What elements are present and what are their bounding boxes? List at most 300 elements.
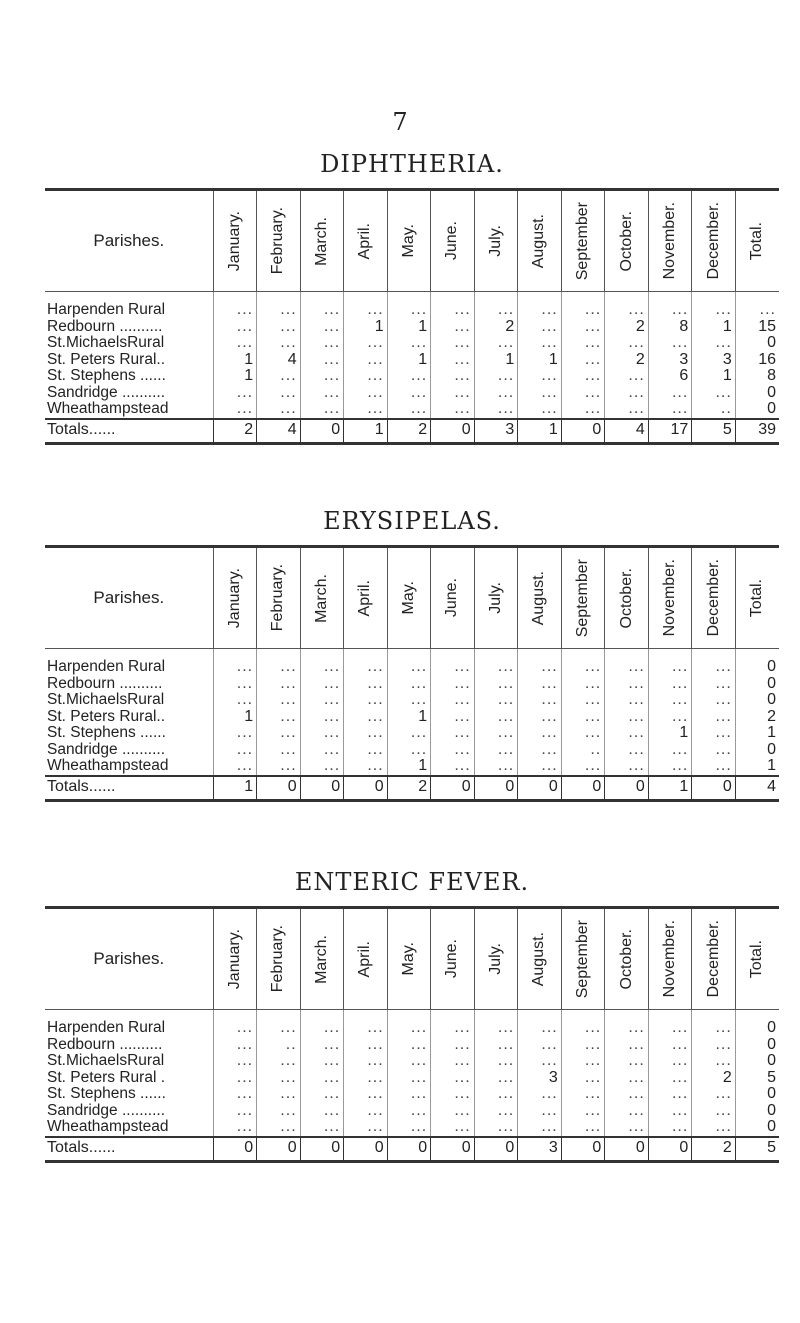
count-cell: ... — [213, 1037, 257, 1054]
count-cell: ... — [474, 725, 518, 742]
enteric-fever-section — [45, 868, 779, 1163]
count-cell: ... — [648, 401, 692, 419]
count-cell: ... — [344, 401, 388, 419]
count-cell: ... — [648, 292, 692, 319]
count-cell: ... — [474, 385, 518, 402]
month-total-cell: 1 — [344, 419, 388, 444]
count-cell: ... — [300, 1053, 344, 1070]
month-header — [474, 908, 518, 1010]
count-cell: 1 — [692, 368, 736, 385]
count-cell: ... — [474, 1037, 518, 1054]
count-cell: ... — [474, 742, 518, 759]
month-total-cell: 0 — [300, 1137, 344, 1162]
count-cell: ... — [213, 758, 257, 776]
month-label: May. — [399, 942, 417, 976]
month-header — [648, 547, 692, 649]
count-cell: ... — [300, 385, 344, 402]
count-cell: ... — [692, 742, 736, 759]
month-total-cell: 0 — [605, 1137, 649, 1162]
count-cell: ... — [431, 401, 475, 419]
count-cell: ... — [431, 1103, 475, 1120]
count-cell: ... — [605, 292, 649, 319]
count-cell: ... — [344, 725, 388, 742]
count-cell: ... — [561, 1037, 605, 1054]
count-cell: ... — [300, 1010, 344, 1037]
count-cell: ... — [648, 1086, 692, 1103]
count-cell: 1 — [518, 352, 562, 369]
count-cell: ... — [257, 676, 301, 693]
count-cell: ... — [518, 1086, 562, 1103]
header-row — [45, 547, 779, 649]
month-label: February. — [269, 564, 287, 632]
count-cell: ... — [561, 725, 605, 742]
parishes-header: Parishes. — [45, 190, 213, 292]
parish-name: St. Peters Rural.. — [47, 708, 166, 725]
parish-name: Redbourn .......... — [47, 318, 163, 335]
count-cell: ... — [300, 709, 344, 726]
count-cell: ... — [300, 292, 344, 319]
count-cell: ... — [300, 1103, 344, 1120]
month-total-cell: 0 — [257, 1137, 301, 1162]
row-total-cell: 0 — [735, 385, 779, 402]
count-cell: ... — [213, 1086, 257, 1103]
erysipelas-table — [45, 545, 779, 802]
count-cell: ... — [431, 368, 475, 385]
parish-name: St.MichaelsRural — [47, 335, 165, 351]
month-total-cell: 1 — [648, 776, 692, 801]
count-cell: ... — [561, 692, 605, 709]
count-cell: ... — [213, 1119, 257, 1137]
count-cell: ... — [387, 292, 431, 319]
count-cell: ... — [561, 352, 605, 369]
count-cell: ... — [561, 1103, 605, 1120]
count-cell: ... — [300, 1086, 344, 1103]
table-row — [45, 1070, 779, 1087]
month-header — [257, 547, 301, 649]
count-cell: ... — [431, 649, 475, 676]
month-total-cell: 0 — [692, 776, 736, 801]
count-cell: ... — [605, 758, 649, 776]
month-total-cell: 0 — [561, 419, 605, 444]
count-cell: ... — [474, 1119, 518, 1137]
count-cell: ... — [213, 725, 257, 742]
count-cell: ... — [387, 1086, 431, 1103]
count-cell: ... — [561, 385, 605, 402]
count-cell: ... — [344, 368, 388, 385]
count-cell: ... — [561, 1119, 605, 1137]
count-cell: ... — [300, 758, 344, 776]
count-cell: ... — [300, 1070, 344, 1087]
count-cell: ... — [431, 1070, 475, 1087]
table-row — [45, 1119, 779, 1137]
count-cell: ... — [387, 1053, 431, 1070]
count-cell: ... — [257, 319, 301, 336]
parish-name: Harpenden Rural — [47, 301, 166, 318]
row-total-cell: 15 — [735, 319, 779, 336]
row-total-cell: 2 — [735, 709, 779, 726]
table-row — [45, 335, 779, 352]
count-cell: ... — [344, 1010, 388, 1037]
month-header — [213, 547, 257, 649]
table-row — [45, 742, 779, 759]
count-cell: 3 — [648, 352, 692, 369]
count-cell: ... — [344, 385, 388, 402]
month-label: March. — [312, 216, 330, 266]
erysipelas-section — [45, 507, 779, 802]
month-total-cell: 1 — [213, 776, 257, 801]
count-cell: 2 — [605, 352, 649, 369]
count-cell: ... — [257, 368, 301, 385]
count-cell: ... — [518, 401, 562, 419]
count-cell: ... — [561, 709, 605, 726]
month-header — [518, 547, 562, 649]
count-cell: ... — [387, 692, 431, 709]
count-cell: ... — [605, 676, 649, 693]
count-cell: ... — [387, 1119, 431, 1137]
header-row — [45, 908, 779, 1010]
count-cell: ... — [344, 292, 388, 319]
count-cell: ... — [692, 1119, 736, 1137]
count-cell: ... — [648, 1103, 692, 1120]
month-total-cell: 17 — [648, 419, 692, 444]
count-cell: ... — [344, 352, 388, 369]
count-cell: ... — [213, 692, 257, 709]
month-label: April. — [356, 940, 374, 978]
table-row — [45, 401, 779, 419]
count-cell: ... — [344, 676, 388, 693]
count-cell: ... — [344, 649, 388, 676]
count-cell: ... — [474, 1086, 518, 1103]
count-cell: ... — [431, 676, 475, 693]
count-cell: ... — [344, 692, 388, 709]
count-cell: ... — [387, 1010, 431, 1037]
row-total-cell: 0 — [735, 692, 779, 709]
count-cell: ... — [605, 709, 649, 726]
table-row — [45, 292, 779, 319]
count-cell: ... — [692, 1037, 736, 1054]
count-cell: ... — [692, 1103, 736, 1120]
month-label: September — [573, 919, 591, 999]
month-label: August. — [530, 931, 548, 987]
month-header — [387, 190, 431, 292]
month-total-cell: 0 — [431, 419, 475, 444]
count-cell: ... — [518, 319, 562, 336]
month-total-cell: 2 — [692, 1137, 736, 1162]
count-cell: ... — [344, 1103, 388, 1120]
month-header — [518, 190, 562, 292]
count-cell: ... — [257, 1070, 301, 1087]
month-label: February. — [269, 207, 287, 275]
month-total-cell: 0 — [300, 776, 344, 801]
section-title: ERYSIPELAS. — [323, 507, 501, 535]
count-cell: ... — [561, 1053, 605, 1070]
table-row — [45, 352, 779, 369]
count-cell: ... — [648, 676, 692, 693]
month-label: July. — [486, 225, 504, 257]
count-cell: ... — [605, 1119, 649, 1137]
totals-label: Totals...... — [45, 419, 213, 444]
count-cell: ... — [692, 1053, 736, 1070]
month-header — [692, 190, 736, 292]
count-cell: ... — [474, 1070, 518, 1087]
month-total-cell: 3 — [474, 419, 518, 444]
month-header — [561, 908, 605, 1010]
month-label: October. — [617, 210, 635, 272]
count-cell: ... — [692, 292, 736, 319]
count-cell: ... — [518, 1053, 562, 1070]
count-cell: ... — [692, 725, 736, 742]
month-total-cell: 1 — [518, 419, 562, 444]
count-cell: ... — [344, 1053, 388, 1070]
header-row — [45, 190, 779, 292]
count-cell: ... — [257, 1086, 301, 1103]
month-total-cell: 2 — [213, 419, 257, 444]
count-cell: 3 — [518, 1070, 562, 1087]
grand-total-cell: 5 — [735, 1137, 779, 1162]
count-cell: ... — [344, 1119, 388, 1137]
count-cell: ... — [692, 758, 736, 776]
table-row — [45, 1037, 779, 1054]
count-cell: ... — [257, 649, 301, 676]
count-cell: ... — [431, 758, 475, 776]
month-header — [431, 190, 475, 292]
count-cell: ... — [300, 676, 344, 693]
count-cell: ... — [387, 725, 431, 742]
count-cell: ... — [474, 709, 518, 726]
total-label: Total. — [748, 221, 766, 261]
table-row — [45, 758, 779, 776]
count-cell: 8 — [648, 319, 692, 336]
count-cell: ... — [257, 1103, 301, 1120]
count-cell: ... — [257, 758, 301, 776]
month-total-cell: 4 — [257, 419, 301, 444]
row-total-cell: 0 — [735, 1037, 779, 1054]
count-cell: ... — [605, 1103, 649, 1120]
count-cell: ... — [431, 1037, 475, 1054]
month-header — [213, 190, 257, 292]
count-cell: ... — [648, 692, 692, 709]
month-total-cell: 4 — [605, 419, 649, 444]
count-cell: ... — [561, 758, 605, 776]
month-total-cell: 2 — [387, 419, 431, 444]
count-cell: ... — [344, 709, 388, 726]
parish-name: St. Peters Rural.. — [47, 351, 166, 368]
count-cell: ... — [648, 1053, 692, 1070]
parish-name: Wheathampstead — [47, 1119, 169, 1135]
month-header — [213, 908, 257, 1010]
row-total-cell: 0 — [735, 1119, 779, 1137]
count-cell: ... — [344, 1037, 388, 1054]
count-cell: ... — [300, 649, 344, 676]
total-header — [735, 190, 779, 292]
month-header — [387, 908, 431, 1010]
diphtheria-section — [45, 150, 779, 445]
count-cell: ... — [213, 401, 257, 419]
month-header — [561, 190, 605, 292]
month-header — [387, 547, 431, 649]
month-header — [692, 908, 736, 1010]
count-cell: ... — [431, 709, 475, 726]
parish-name: Harpenden Rural — [47, 1019, 166, 1036]
month-label: June. — [443, 578, 461, 618]
count-cell: 1 — [387, 352, 431, 369]
count-cell: 1 — [387, 758, 431, 776]
table-row — [45, 709, 779, 726]
month-label: September — [573, 201, 591, 281]
row-total-cell: 0 — [735, 649, 779, 676]
table-row — [45, 692, 779, 709]
count-cell: ... — [474, 1010, 518, 1037]
row-total-cell: 1 — [735, 725, 779, 742]
count-cell: ... — [213, 335, 257, 352]
count-cell: ... — [518, 1119, 562, 1137]
count-cell: .. — [561, 742, 605, 759]
count-cell: ... — [605, 742, 649, 759]
enteric-fever-table — [45, 906, 779, 1163]
count-cell: ... — [213, 676, 257, 693]
count-cell: ... — [213, 1103, 257, 1120]
month-total-cell: 0 — [431, 776, 475, 801]
count-cell: 1 — [387, 709, 431, 726]
table-row — [45, 725, 779, 742]
parishes-header: Parishes. — [45, 547, 213, 649]
count-cell: 1 — [213, 368, 257, 385]
count-cell: ... — [561, 1070, 605, 1087]
table-row — [45, 649, 779, 676]
count-cell: ... — [387, 1037, 431, 1054]
parish-name: Sandridge .......... — [47, 741, 166, 758]
parish-name: Wheathampstead — [47, 758, 169, 774]
count-cell: ... — [605, 725, 649, 742]
count-cell: ... — [387, 676, 431, 693]
count-cell: ... — [257, 292, 301, 319]
count-cell: ... — [518, 368, 562, 385]
month-label: October. — [617, 928, 635, 990]
count-cell: ... — [431, 692, 475, 709]
page-number: 7 — [392, 108, 408, 136]
row-total-cell: 0 — [735, 1010, 779, 1037]
total-header — [735, 908, 779, 1010]
count-cell: ... — [561, 401, 605, 419]
count-cell: ... — [387, 401, 431, 419]
count-cell: 1 — [344, 319, 388, 336]
totals-row — [45, 1137, 779, 1162]
parish-name: Sandridge .......... — [47, 1102, 166, 1119]
row-total-cell: 0 — [735, 1086, 779, 1103]
month-header — [605, 547, 649, 649]
month-label: October. — [617, 567, 635, 629]
count-cell: ... — [387, 649, 431, 676]
count-cell: ... — [518, 758, 562, 776]
count-cell: ... — [300, 725, 344, 742]
count-cell: ... — [300, 401, 344, 419]
month-label: December. — [704, 202, 722, 280]
count-cell: ... — [561, 292, 605, 319]
month-label: January. — [225, 210, 243, 272]
count-cell: ... — [518, 676, 562, 693]
count-cell: ... — [474, 1053, 518, 1070]
month-label: June. — [443, 221, 461, 261]
count-cell: ... — [605, 692, 649, 709]
parish-name: Redbourn .......... — [47, 1036, 163, 1053]
parish-name: St. Stephens ...... — [47, 725, 166, 741]
count-cell: ... — [561, 1010, 605, 1037]
count-cell: ... — [692, 676, 736, 693]
count-cell: ... — [344, 1070, 388, 1087]
count-cell: ... — [431, 319, 475, 336]
row-total-cell: 0 — [735, 742, 779, 759]
month-total-cell: 0 — [605, 776, 649, 801]
row-total-cell: 0 — [735, 676, 779, 693]
count-cell: ... — [257, 385, 301, 402]
row-total-cell: 5 — [735, 1070, 779, 1087]
count-cell: ... — [257, 709, 301, 726]
count-cell: ... — [300, 319, 344, 336]
count-cell: ... — [387, 1103, 431, 1120]
count-cell: ... — [431, 385, 475, 402]
count-cell: ... — [300, 1037, 344, 1054]
count-cell: ... — [344, 335, 388, 352]
count-cell: ... — [648, 709, 692, 726]
month-total-cell: 0 — [561, 776, 605, 801]
table-row — [45, 1103, 779, 1120]
count-cell: ... — [300, 1119, 344, 1137]
count-cell: ... — [257, 725, 301, 742]
count-cell: ... — [518, 1037, 562, 1054]
count-cell: ... — [213, 319, 257, 336]
count-cell: ... — [474, 758, 518, 776]
count-cell: ... — [474, 368, 518, 385]
count-cell: ... — [648, 1037, 692, 1054]
grand-total-cell: 39 — [735, 419, 779, 444]
count-cell: ... — [648, 1070, 692, 1087]
month-header — [648, 908, 692, 1010]
count-cell: ... — [648, 649, 692, 676]
count-cell: ... — [692, 1010, 736, 1037]
count-cell: ... — [257, 335, 301, 352]
month-total-cell: 0 — [474, 776, 518, 801]
count-cell: 1 — [213, 709, 257, 726]
count-cell: ... — [605, 1070, 649, 1087]
count-cell: ... — [648, 1010, 692, 1037]
month-header — [648, 190, 692, 292]
count-cell: ... — [474, 401, 518, 419]
totals-label: Totals...... — [45, 1137, 213, 1162]
count-cell: ... — [300, 742, 344, 759]
count-cell: ... — [561, 335, 605, 352]
count-cell: ... — [474, 649, 518, 676]
month-header — [518, 908, 562, 1010]
count-cell: ... — [213, 742, 257, 759]
month-label: November. — [661, 202, 679, 280]
parish-name: Harpenden Rural — [47, 658, 166, 675]
count-cell: ... — [257, 1053, 301, 1070]
month-total-cell: 5 — [692, 419, 736, 444]
month-header — [431, 908, 475, 1010]
month-label: November. — [661, 559, 679, 637]
parish-name: St. Peters Rural . — [47, 1069, 166, 1086]
count-cell: ... — [518, 649, 562, 676]
count-cell: ... — [648, 758, 692, 776]
section-title: DIPHTHERIA. — [320, 150, 504, 178]
count-cell: ... — [518, 709, 562, 726]
count-cell: ... — [561, 1086, 605, 1103]
count-cell: ... — [605, 385, 649, 402]
month-header — [474, 190, 518, 292]
count-cell: ... — [605, 401, 649, 419]
totals-row — [45, 419, 779, 444]
count-cell: ... — [518, 1010, 562, 1037]
